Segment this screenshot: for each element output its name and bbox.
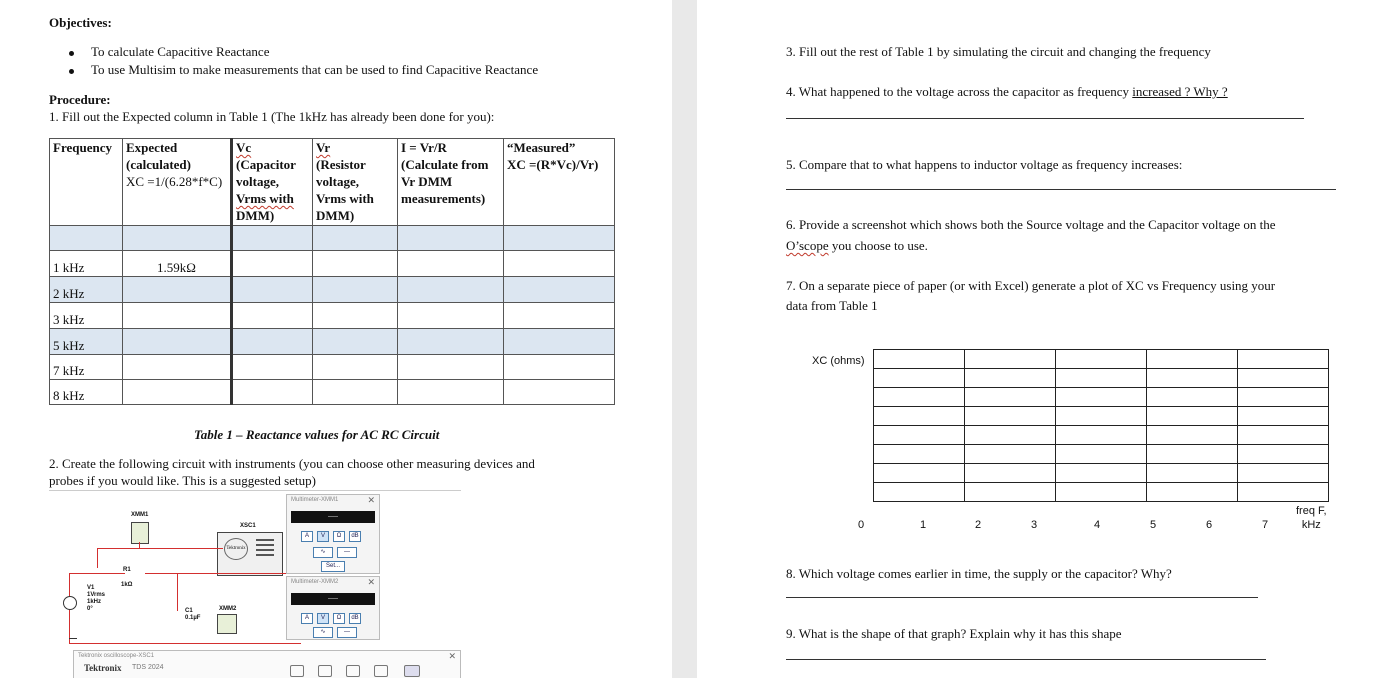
question-9: 9. What is the shape of that graph? Explain why it has this shape	[786, 626, 1122, 641]
meter-display: -----	[291, 511, 375, 523]
r1-value: 1kΩ	[121, 582, 133, 588]
close-icon[interactable]: ✕	[448, 651, 456, 661]
xmm1-label: XMM1	[131, 512, 149, 518]
answer-line[interactable]	[786, 597, 1258, 598]
circuit-screenshot	[49, 490, 461, 678]
objectives-heading: Objectives:	[49, 15, 112, 30]
scope-button[interactable]	[290, 665, 304, 677]
volts-button[interactable]: V	[317, 613, 329, 624]
scope-brand: Tektronix	[84, 663, 122, 673]
scope-buttons-icon	[256, 539, 274, 557]
multimeter-xmm1-icon	[131, 522, 149, 544]
x-tick: 5	[1150, 519, 1157, 531]
procedure-step-1: 1. Fill out the Expected column in Table 1 (The 1kHz has already been done for you):	[49, 109, 495, 124]
question-4: 4. What happened to the voltage across the capacitor as frequency increased ? Why ?	[786, 84, 1228, 99]
ground-icon	[69, 638, 77, 639]
question-6-line-1: 6. Provide a screenshot which shows both the Source voltage and the Capacitor voltage on the	[786, 217, 1276, 232]
scope-button[interactable]	[374, 665, 388, 677]
header-frequency: Frequency	[50, 139, 123, 226]
left-page	[0, 0, 672, 678]
question-8: 8. Which voltage comes earlier in time, the supply or the capacitor? Why?	[786, 566, 1172, 581]
scope-screen-icon: Tektronix	[224, 538, 248, 560]
x-tick: 3	[1031, 519, 1038, 531]
header-measured: “Measured” XC =(R*Vc)/Vr)	[504, 139, 615, 226]
amps-button[interactable]: A	[301, 613, 313, 624]
graph-y-label: XC (ohms)	[812, 355, 865, 367]
question-7-line-1: 7. On a separate piece of paper (or with Excel) generate a plot of XC vs Frequency using your	[786, 278, 1276, 293]
graph-x-label: freq F, kHz	[1296, 505, 1327, 531]
table-row	[50, 226, 615, 251]
db-button[interactable]: dB	[349, 613, 361, 624]
volts-button[interactable]: V	[317, 531, 329, 542]
x-tick: 2	[975, 519, 982, 531]
table-row: 1 kHz 1.59kΩ	[50, 251, 615, 277]
scope-button[interactable]	[404, 665, 420, 677]
multimeter-xmm2-icon	[217, 614, 237, 634]
scope-button[interactable]	[318, 665, 332, 677]
table-row: 2 kHz	[50, 277, 615, 303]
scope-button[interactable]	[346, 665, 360, 677]
x-tick: 7	[1262, 519, 1269, 531]
multimeter-xmm1-window[interactable]: Multimeter-XMM1 ✕ ----- A V Ω dB ∿ — Set...	[286, 494, 380, 574]
oscilloscope-xsc1-icon	[217, 532, 283, 576]
close-icon[interactable]: ✕	[367, 495, 375, 505]
ac-mode-button[interactable]: ∿	[313, 547, 333, 558]
meter-display: -----	[291, 593, 375, 605]
header-vc: Vc (Capacitor voltage, Vrms with DMM)	[232, 139, 313, 226]
r1-label: R1	[123, 567, 131, 573]
bullet-dot	[69, 51, 74, 56]
table-row: 3 kHz	[50, 303, 615, 329]
step-2-line-1: 2. Create the following circuit with instruments (you can choose other measuring devices and	[49, 456, 535, 471]
dc-mode-button[interactable]: —	[337, 627, 357, 638]
oscilloscope-window[interactable]: Tektronix oscilloscope-XSC1 ✕ Tektronix TDS 2024	[73, 650, 461, 678]
db-button[interactable]: dB	[349, 531, 361, 542]
table-row: 8 kHz	[50, 380, 615, 405]
dc-mode-button[interactable]: —	[337, 547, 357, 558]
objective-2: To use Multisim to make measurements that can be used to find Capacitive Reactance	[91, 62, 539, 77]
header-current: I = Vr/R (Calculate from Vr DMM measurements)	[398, 139, 504, 226]
close-icon[interactable]: ✕	[367, 577, 375, 587]
header-expected: Expected (calculated) XC =1/(6.28*f*C)	[123, 139, 232, 226]
x-tick: 1	[920, 519, 927, 531]
right-page	[697, 0, 1389, 678]
x-tick: 6	[1206, 519, 1213, 531]
c1-labels: C1 0.1µF	[185, 608, 201, 621]
header-vr: Vr (Resistor voltage, Vrms with DMM)	[313, 139, 398, 226]
xsc1-label: XSC1	[240, 523, 256, 529]
table-row: 7 kHz	[50, 355, 615, 380]
set-button[interactable]: Set...	[321, 561, 345, 572]
step-2-line-2: probes if you would like. This is a suggested setup)	[49, 473, 316, 488]
table-row: 5 kHz	[50, 329, 615, 355]
answer-line[interactable]	[786, 189, 1336, 190]
table-header-row	[50, 139, 615, 226]
objective-1: To calculate Capacitive Reactance	[91, 44, 270, 59]
amps-button[interactable]: A	[301, 531, 313, 542]
ohms-button[interactable]: Ω	[333, 613, 345, 624]
reactance-table	[49, 138, 615, 405]
question-5: 5. Compare that to what happens to inductor voltage as frequency increases:	[786, 157, 1183, 172]
question-3: 3. Fill out the rest of Table 1 by simulating the circuit and changing the frequency	[786, 44, 1211, 59]
ohms-button[interactable]: Ω	[333, 531, 345, 542]
x-tick: 4	[1094, 519, 1101, 531]
v1-labels: V1 1Vrms 1kHz 0°	[87, 585, 106, 612]
ac-source-icon	[63, 596, 77, 610]
table-caption: Table 1 – Reactance values for AC RC Circuit	[194, 427, 440, 442]
procedure-heading: Procedure:	[49, 92, 111, 107]
multimeter-xmm2-window[interactable]: Multimeter-XMM2 ✕ ----- A V Ω dB ∿ —	[286, 576, 380, 640]
xc-vs-frequency-grid	[873, 349, 1329, 502]
xmm2-label: XMM2	[219, 606, 237, 612]
ac-mode-button[interactable]: ∿	[313, 627, 333, 638]
bullet-dot	[69, 69, 74, 74]
x-tick: 0	[858, 519, 865, 531]
answer-line[interactable]	[786, 118, 1304, 119]
scope-model: TDS 2024	[132, 664, 164, 671]
question-6-line-2: O’scope you choose to use.	[786, 238, 928, 253]
answer-line[interactable]	[786, 659, 1266, 660]
question-7-line-2: data from Table 1	[786, 298, 878, 313]
